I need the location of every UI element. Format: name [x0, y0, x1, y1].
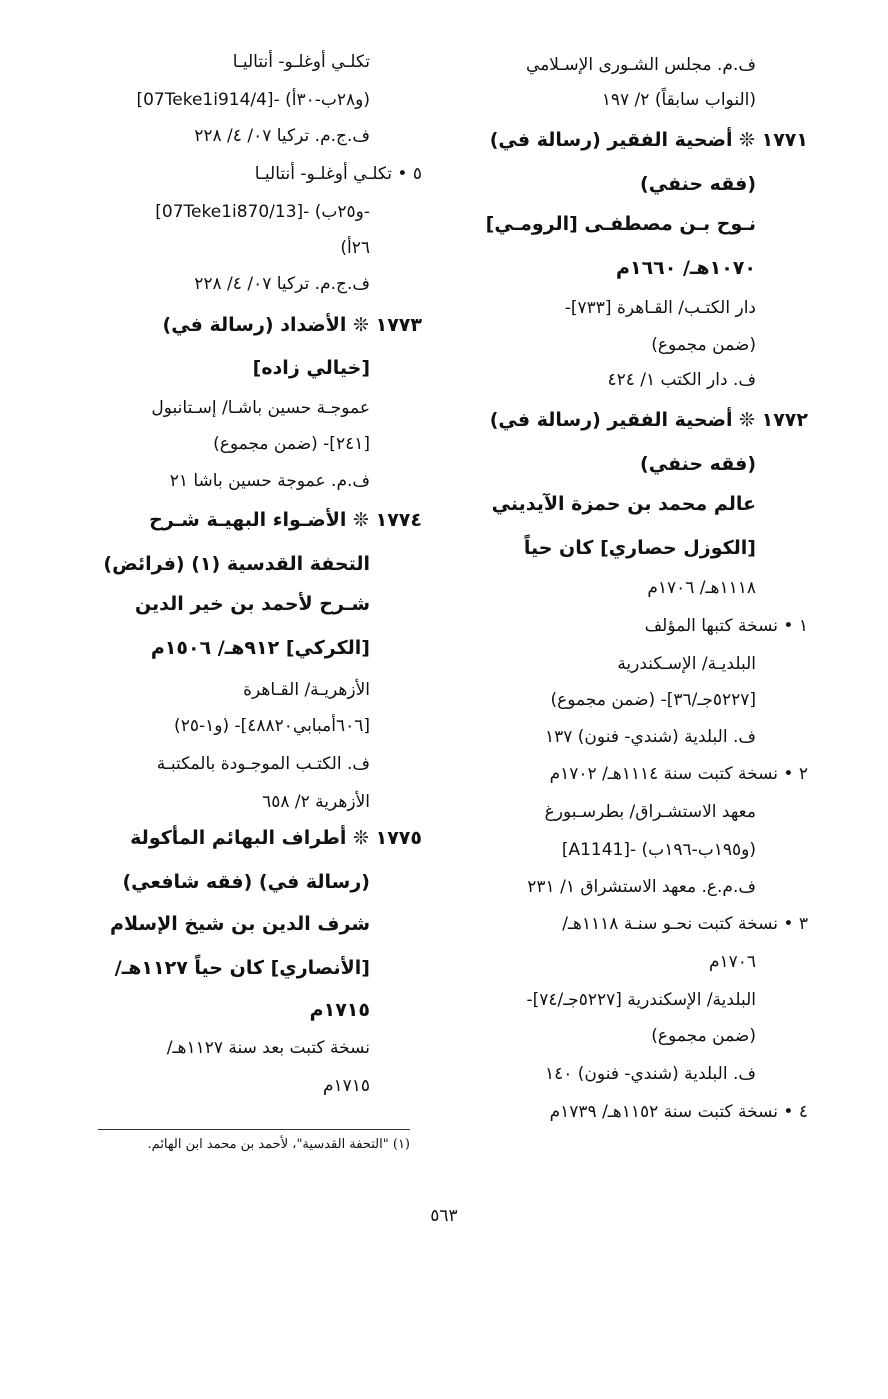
entry-heading-line: [الكوزل حصاري] كان حياً [523, 537, 756, 559]
entry-heading-line: ١٧٧١ ❊ أضحية الفقير (رسالة في) [489, 129, 808, 151]
entry-text-line: ٣ • نسخة كتبت نحـو سنـة ١١١٨هـ/ [562, 914, 808, 934]
entry-text-line: الأزهريـة/ القـاهرة [243, 680, 370, 700]
page-number: ٥٦٣ [430, 1206, 458, 1226]
entry-text-line: [٦٠٦أمبابي٤٨٨٢٠]- (و١-٢٥) [174, 716, 370, 736]
entry-text-line: (النواب سابقاً) ٢/ ١٩٧ [601, 90, 756, 110]
entry-heading-line: [الكركي] ٩١٢هـ/ ١٥٠٦م [150, 637, 370, 659]
entry-heading-line: ١٧١٥م [309, 999, 370, 1021]
entry-text-line: ٢ • نسخة كتبت سنة ١١١٤هـ/ ١٧٠٢م [549, 764, 808, 784]
entry-heading-line: نـوح بـن مصطفـى [الرومـي] [485, 213, 756, 235]
footnote: (١) "التحفة القدسية"، لأحمد بن محمد ابن الهائم. [147, 1137, 410, 1152]
entry-text-line: ١٧١٥م [322, 1076, 370, 1096]
entry-text-line: نسخة كتبت بعد سنة ١١٢٧هـ/ [166, 1038, 370, 1058]
entry-text-line: ١ • نسخة كتبها المؤلف [644, 616, 808, 636]
entry-text-line: عموجـة حسين باشـا/ إسـتانبول [151, 398, 370, 418]
entry-text-line: البلديـة/ الإسـكندرية [617, 654, 756, 674]
footnote-rule [98, 1129, 410, 1130]
entry-heading-line: (فقه حنفي) [640, 173, 756, 195]
entry-text-line: [07Teke1i914/4]- (و٢٨ب-٣٠أ) [136, 90, 370, 110]
entry-text-line: [٥٢٢٧جـ/٣٦]- (ضمن مجموع) [550, 690, 756, 710]
entry-text-line: معهد الاستشـراق/ بطرسـبورغ [544, 802, 756, 822]
entry-text-line: [٢٤١]- (ضمن مجموع) [213, 434, 370, 454]
entry-text-line: [A1141]- (و١٩٥ب-١٩٦ب) [561, 840, 756, 860]
entry-text-line: [07Teke1i870/13]- (و٢٥ب- [155, 202, 370, 222]
entry-text-line: ف.م.ع. معهد الاستشراق ١/ ٢٣١ [527, 877, 756, 897]
entry-heading-line: ١٧٧٣ ❊ الأضداد (رسالة في) [162, 314, 422, 336]
entry-text-line: (ضمن مجموع) [651, 1026, 756, 1046]
entry-text-line: ف. البلدية (شندي- فنون) ١٤٠ [544, 1064, 756, 1084]
entry-heading-line: ١٠٧٠هـ/ ١٦٦٠م [616, 257, 756, 279]
entry-text-line: ف.م. عموجة حسين باشا ٢١ [169, 471, 370, 491]
entry-text-line: دار الكتـب/ القـاهرة [٧٣٣]- [564, 298, 756, 318]
entry-text-line: ف. الكتـب الموجـودة بالمكتبـة [156, 754, 370, 774]
entry-text-line: ف.م. مجلس الشـورى الإسـلامي [526, 55, 756, 75]
entry-heading-line: شرف الدين بن شيخ الإسلام [110, 913, 370, 935]
entry-text-line: الأزهرية ٢/ ٦٥٨ [262, 792, 370, 812]
entry-text-line: ف.ج.م. تركيا ٠٧/ ٤/ ٢٢٨ [194, 274, 370, 294]
entry-heading-line: ١٧٧٤ ❊ الأضـواء البهيـة شـرح [149, 509, 422, 531]
entry-heading-line: ١٧٧٥ ❊ أطراف البهائم المأكولة [130, 827, 422, 849]
entry-heading-line: (فقه حنفي) [640, 453, 756, 475]
entry-text-line: ف. دار الكتب ١/ ٤٢٤ [607, 370, 756, 390]
entry-text-line: ١٧٠٦م [708, 952, 756, 972]
entry-text-line: ٤ • نسخة كتبت سنة ١١٥٢هـ/ ١٧٣٩م [549, 1102, 808, 1122]
entry-text-line: ف. البلدية (شندي- فنون) ١٣٧ [544, 727, 756, 747]
entry-text-line: ف.ج.م. تركيا ٠٧/ ٤/ ٢٢٨ [194, 126, 370, 146]
entry-heading-line: التحفة القدسية (١) (فرائض) [103, 553, 370, 575]
entry-heading-line: [الأنصاري] كان حياً ١١٢٧هـ/ [114, 957, 370, 979]
entry-heading-line: (رسالة في) (فقه شافعي) [122, 871, 370, 893]
entry-heading-line: [خيالي زاده] [252, 357, 370, 379]
entry-text-line: البلدية/ الإسكندرية [٥٢٢٧جـ/٧٤]- [526, 990, 756, 1010]
entry-text-line: تكلـي أوغلـو- أنتاليـا [232, 52, 370, 72]
entry-heading-line: شـرح لأحمد بن خير الدين [134, 593, 370, 615]
entry-text-line: ٢٦أ) [340, 238, 370, 258]
entry-text-line: ٥ • تكلـي أوغلـو- أنتاليـا [254, 164, 422, 184]
entry-heading-line: ١٧٧٢ ❊ أضحية الفقير (رسالة في) [489, 409, 808, 431]
entry-text-line: ١١١٨هـ/ ١٧٠٦م [647, 578, 756, 598]
entry-text-line: (ضمن مجموع) [651, 335, 756, 355]
entry-heading-line: عالم محمد بن حمزة الآيديني [491, 493, 756, 515]
